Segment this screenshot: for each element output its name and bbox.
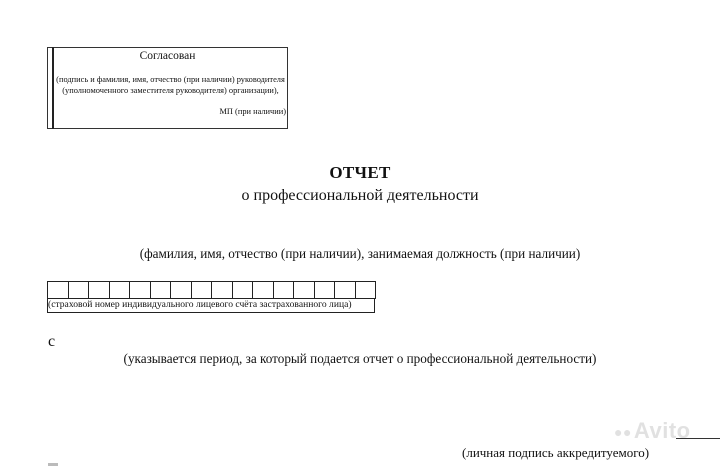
snils-cell[interactable]: [356, 282, 377, 299]
snils-cell[interactable]: [274, 282, 295, 299]
snils-cell[interactable]: [294, 282, 315, 299]
snils-cell[interactable]: [315, 282, 336, 299]
approval-title: Согласован: [139, 50, 196, 62]
snils-cell[interactable]: [171, 282, 192, 299]
snils-cell[interactable]: [89, 282, 110, 299]
approval-caption: [54, 74, 287, 96]
snils-caption: (страховой номер индивидуального лицевого счёта застрахованного лица): [47, 298, 375, 313]
approval-caption-line-1: (подпись и фамилия, имя, отчество (при наличии) руководителя: [56, 75, 285, 84]
period-caption: (указывается период, за который подается отчет о профессиональной деятельности): [123, 351, 597, 366]
approval-caption-line-2: (уполномоченного заместителя руководителя) организации),: [62, 86, 279, 95]
fio-caption: (фамилия, имя, отчество (при наличии), занимаемая должность (при наличии): [139, 246, 581, 261]
watermark-text: Avito: [633, 418, 691, 443]
avito-dots-icon: ●●: [614, 424, 632, 441]
snils-cell[interactable]: [69, 282, 90, 299]
snils-cell[interactable]: [110, 282, 131, 299]
document-subtitle: о профессиональной деятельности: [241, 187, 479, 204]
snils-cell[interactable]: [233, 282, 254, 299]
snils-cell[interactable]: [335, 282, 356, 299]
snils-cell[interactable]: [130, 282, 151, 299]
approval-seal-label: МП (при наличии): [219, 107, 286, 116]
snils-cell[interactable]: [192, 282, 213, 299]
snils-cell[interactable]: [48, 282, 69, 299]
approval-box: [47, 47, 288, 129]
document-title: ОТЧЕТ: [329, 163, 391, 182]
snils-cell[interactable]: [253, 282, 274, 299]
snils-input-grid[interactable]: [47, 281, 376, 299]
period-prefix: с: [48, 333, 56, 350]
signature-caption: (личная подпись аккредитуемого): [462, 445, 650, 460]
avito-watermark: [614, 418, 691, 444]
snils-cell[interactable]: [212, 282, 233, 299]
snils-cell[interactable]: [151, 282, 172, 299]
